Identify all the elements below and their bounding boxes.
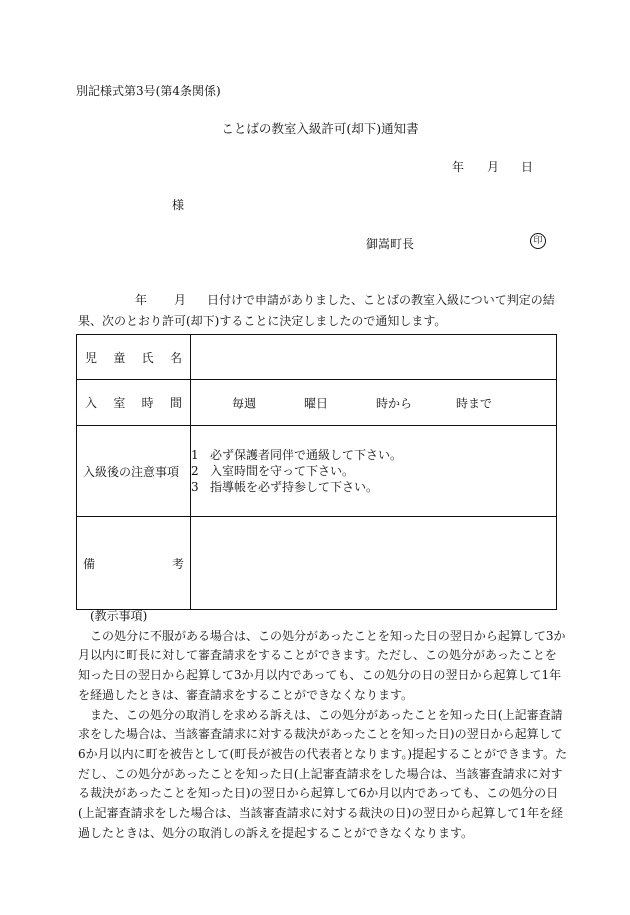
intro-year: 年 — [135, 293, 148, 307]
label-char: 名 — [169, 350, 182, 365]
document-title: ことばの教室入級許可(却下)通知書 — [221, 121, 419, 136]
table-row-child-name — [77, 335, 557, 380]
instruction-heading: (教示事項) — [90, 609, 148, 623]
notice-table — [76, 334, 557, 610]
note-number: 1 — [191, 448, 199, 462]
label-char: 備 — [83, 556, 96, 571]
note-text: 入室時間を守って下さい。 — [210, 464, 355, 478]
remarks-field[interactable] — [191, 517, 557, 610]
note-text: 必ず保護者同伴で通級して下さい。 — [210, 448, 403, 462]
note-text: 指導帳を必ず持参して下さい。 — [210, 480, 379, 494]
instruction-paragraph-2: また、この処分の取消しを求める訴えは、この処分があったことを知った日(上記審査請求をした場合は、当該審査請求に対する裁決があったことを知った日)の翌日から起算して6か月以内に町を被告として(町長が被告の代表者となります。)提起することができます。ただし、この処分があったことを知った日(上記審査請求をした場合は、当該審査請求に対する裁決があったことを知った日)の翌日から起算して6か月以内であっても、この処分の日(上記審査請求をした場合は、当該審査請求に対する裁決の日)の翌日から起算して1年を経過したときは、処分の取消しの訴えを提起することができなくなります。 — [78, 707, 568, 840]
label-notes-text: 入級後の注意事項 — [83, 464, 180, 479]
note-number: 2 — [191, 464, 199, 478]
label-remarks — [77, 517, 191, 610]
instruction-section — [78, 607, 568, 843]
table-row-notes — [77, 426, 557, 517]
label-char: 氏 — [141, 350, 154, 365]
instruction-paragraph-1: この処分に不服がある場合は、この処分があったことを知った日の翌日から起算して3か月以内に町長に対して審査請求をすることができます。ただし、この処分があったことを知った日の翌日から起算して3か月以内であっても、この処分の日の翌日から起算して1年を経過したときは、審査請求をすることができなくなります。 — [78, 628, 566, 702]
list-item — [191, 463, 556, 479]
label-char: 入 — [85, 396, 98, 410]
label-char: 時 — [141, 396, 154, 410]
list-item — [191, 479, 556, 495]
time-from: 時から — [376, 396, 413, 410]
room-time-field[interactable] — [191, 380, 557, 426]
list-item — [191, 447, 556, 463]
notes-list — [191, 426, 557, 517]
intro-day-text: 日付けで申請がありました、ことばの教室入級について判定の結 — [207, 293, 555, 307]
date-month: 月 — [487, 160, 500, 174]
date-day: 日 — [521, 160, 534, 174]
child-name-field[interactable] — [191, 335, 557, 380]
label-char: 室 — [113, 396, 126, 410]
label-child-name — [77, 335, 191, 380]
intro-month: 月 — [174, 293, 187, 307]
label-notes — [77, 426, 191, 517]
label-char: 児 — [85, 350, 98, 365]
time-day-of-week: 曜日 — [304, 396, 329, 410]
form-reference: 別記様式第3号(第4条関係) — [76, 84, 221, 98]
table-row-room-time — [77, 380, 557, 426]
intro-line-2: 果、次のとおり許可(却下)することに決定しましたので通知します。 — [78, 314, 447, 328]
issuer-name: 御嵩町長 — [366, 237, 415, 251]
date-year: 年 — [452, 160, 465, 174]
label-char: 間 — [169, 396, 182, 410]
time-to: 時まで — [456, 396, 493, 410]
time-weekly: 毎週 — [232, 396, 257, 410]
table-row-remarks — [77, 517, 557, 610]
addressee-suffix: 様 — [172, 198, 185, 212]
label-char: 童 — [113, 350, 126, 365]
seal-mark: 印 — [530, 233, 546, 249]
note-number: 3 — [191, 480, 199, 494]
label-char: 考 — [171, 556, 184, 571]
label-room-time — [77, 380, 191, 426]
